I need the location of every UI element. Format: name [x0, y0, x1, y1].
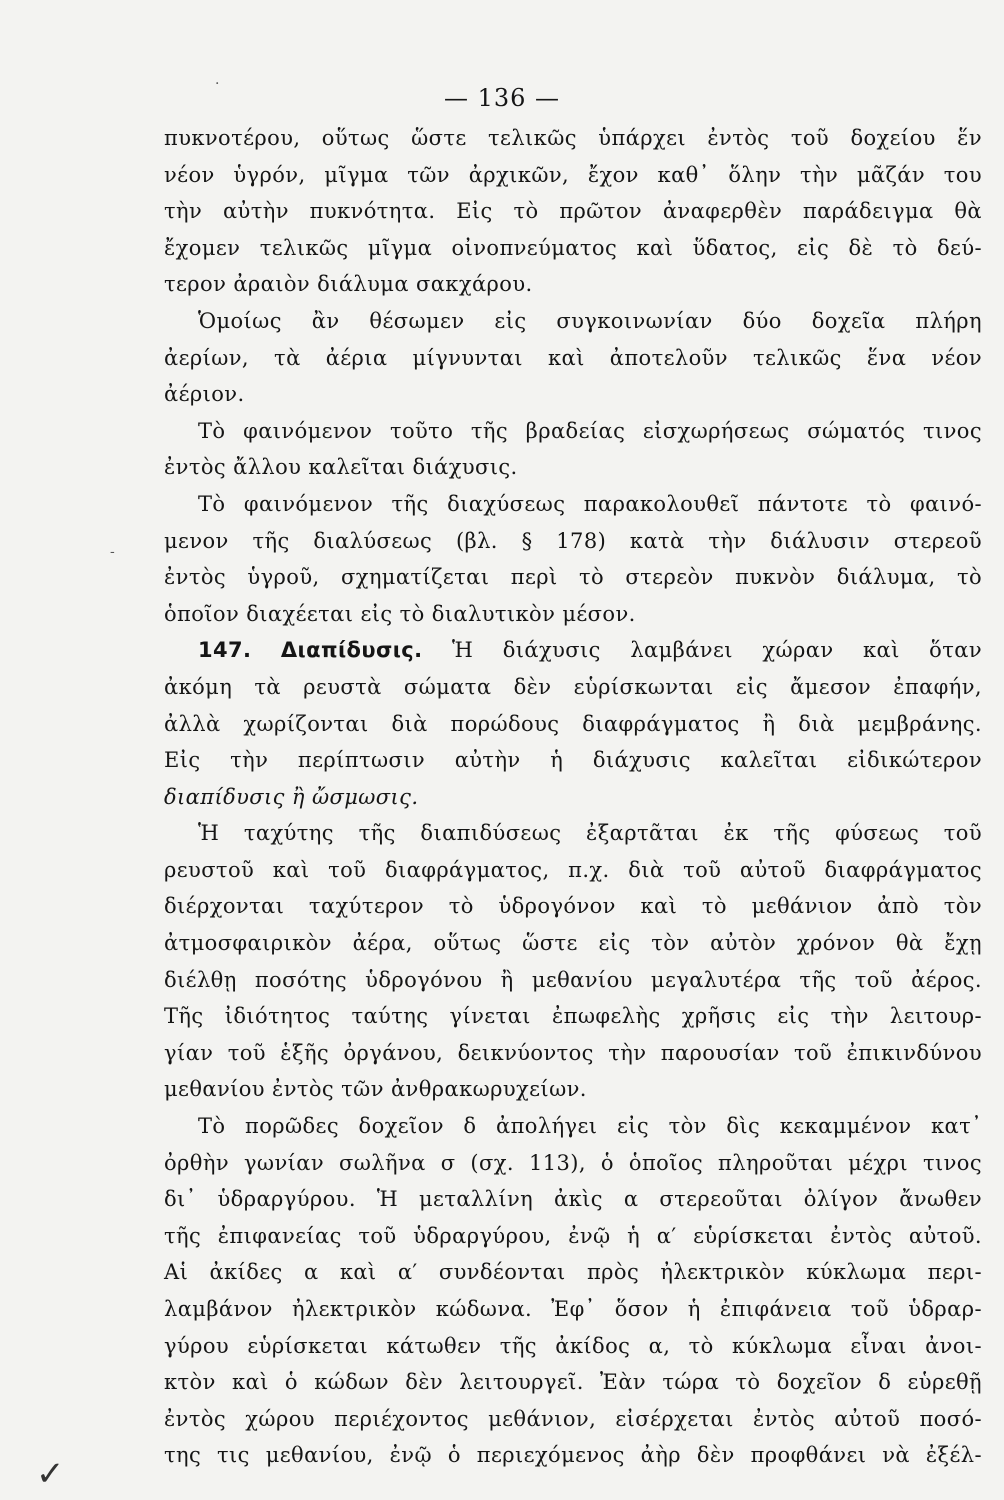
text-line: Ἡ διάχυσις λαμβάνει χώραν καὶ ὅταν	[452, 638, 982, 663]
text-line: τὴν αὐτὴν πυκνότητα. Εἰς τὸ πρῶτον ἀναφερθὲν παράδειγμα θὰ	[164, 199, 982, 224]
text-line: ἀερίων, τὰ ἀέρια μίγνυνται καὶ ἀποτελοῦν τελικῶς ἕνα νέον	[164, 345, 982, 370]
text-line: ὀρθὴν γωνίαν σωλῆνα σ (σχ. 113), ὁ ὁποῖος πληροῦται μέχρι τινος	[164, 1150, 982, 1175]
text-line: Τὸ πορῶδες δοχεῖον δ ἀπολήγει εἰς τὸν δὶς κεκαμμένον κατ᾽	[198, 1114, 982, 1139]
text-line: κτὸν καὶ ὁ κώδων δὲν λειτουργεῖ. Ἐὰν τώρα τὸ δοχεῖον δ εὑρεθῇ	[164, 1370, 982, 1395]
text-line: ἐντὸς ἄλλου καλεῖται διάχυσις.	[164, 455, 518, 480]
text-line: ἔχομεν τελικῶς μῖγμα οἰνοπνεύματος καὶ ὕδατος, εἰς δὲ τὸ δεύ-	[164, 235, 982, 260]
speck: -	[110, 544, 115, 560]
text-line: Τὸ φαινόμενον τοῦτο τῆς βραδείας εἰσχωρήσεως σώματός τινος	[198, 418, 982, 443]
text-line: ἀλλὰ χωρίζονται διὰ πορώδους διαφράγματος ἢ διὰ μεμβράνης.	[164, 711, 982, 736]
paragraph	[164, 303, 982, 413]
paragraph	[164, 1108, 982, 1474]
text-line: δι᾽ ὑδραργύρου. Ἡ μεταλλίνη ἀκὶς α στερεοῦται ὀλίγον ἄνωθεν	[164, 1187, 982, 1212]
text-line: Εἰς τὴν περίπτωσιν αὐτὴν ἡ διάχυσις καλεῖται εἰδικώτερον	[164, 748, 982, 773]
speck: ·	[215, 76, 220, 92]
section-paragraph	[164, 632, 982, 815]
text-line: μενον τῆς διαλύσεως (βλ. § 178) κατὰ τὴν διάλυσιν στερεοῦ	[164, 528, 982, 553]
text-line: ἀκόμη τὰ ρευστὰ σώματα δὲν εὑρίσκωνται εἰς ἄμεσον ἐπαφήν,	[164, 674, 982, 699]
page-body	[164, 120, 982, 1474]
section-heading-line	[164, 632, 982, 669]
text-line: ρευστοῦ καὶ τοῦ διαφράγματος, π.χ. διὰ τοῦ αὐτοῦ διαφράγματος	[164, 857, 982, 882]
paragraph	[164, 413, 982, 486]
section-number: 147.	[198, 638, 252, 663]
text-line: ἀέριον.	[164, 382, 245, 407]
text-line: διέλθῃ ποσότης ὑδρογόνου ἢ μεθανίου μεγαλυτέρα τῆς τοῦ ἀέρος.	[164, 967, 982, 992]
text-line: νέον ὑγρόν, μῖγμα τῶν ἀρχικῶν, ἔχον καθ᾽ ὅλην τὴν μᾶζάν του	[164, 162, 982, 187]
page-number: — 136 —	[443, 84, 561, 112]
text-line: Ἡ ταχύτης τῆς διαπιδύσεως ἐξαρτᾶται ἐκ τῆς φύσεως τοῦ	[198, 821, 982, 846]
text-line: Αἱ ἀκίδες α καὶ α′ συνδέονται πρὸς ἠλεκτρικὸν κύκλωμα περι-	[164, 1260, 982, 1285]
text-line: ἐντὸς ὑγροῦ, σχηματίζεται περὶ τὸ στερεὸν πυκνὸν διάλυμα, τὸ	[164, 565, 982, 590]
text-line	[164, 779, 982, 816]
paragraph	[164, 486, 982, 632]
paragraph	[164, 120, 982, 303]
text-line: γίαν τοῦ ἑξῆς ὀργάνου, δεικνύοντος τὴν παρουσίαν τοῦ ἐπικινδύνου	[164, 1040, 982, 1065]
text-line: λαμβάνον ἠλεκτρικὸν κώδωνα. Ἐφ᾽ ὅσον ἡ ἐπιφάνεια τοῦ ὑδραρ-	[164, 1297, 982, 1321]
text-line: Τῆς ἰδιότητος ταύτης γίνεται ἐπωφελὴς χρῆσις εἰς τὴν λειτουρ-	[164, 1004, 982, 1029]
margin-mark: ✓	[36, 1454, 65, 1494]
text-line: ὁποῖον διαχέεται εἰς τὸ διαλυτικὸν μέσον.	[164, 601, 636, 626]
text-line: της τις μεθανίου, ἐνῷ ὁ περιεχόμενος ἀὴρ δὲν προφθάνει νὰ ἐξέλ-	[164, 1443, 982, 1468]
section-title: Διαπίδυσις.	[280, 638, 423, 663]
text-line: ἀτμοσφαιρικὸν ἀέρα, οὕτως ὥστε εἰς τὸν αὐτὸν χρόνον θὰ ἔχῃ	[164, 931, 982, 956]
italic-term: διαπίδυσις ἢ ὤσμωσις.	[164, 784, 419, 809]
text-line: γύρου εὑρίσκεται κάτωθεν τῆς ἀκίδος α, τὸ κύκλωμα εἶναι ἀνοι-	[164, 1333, 982, 1358]
text-line: Ὁμοίως ἂν θέσωμεν εἰς συγκοινωνίαν δύο δοχεῖα πλήρη	[198, 308, 982, 333]
paragraph	[164, 815, 982, 1108]
text-line: μεθανίου ἐντὸς τῶν ἀνθρακωρυχείων.	[164, 1077, 587, 1102]
text-line: Τὸ φαινόμενον τῆς διαχύσεως παρακολουθεῖ πάντοτε τὸ φαινό-	[198, 491, 982, 516]
text-line: ἐντὸς χώρου περιέχοντος μεθάνιον, εἰσέρχεται ἐντὸς αὐτοῦ ποσό-	[164, 1406, 982, 1431]
text-line: πυκνοτέρου, οὕτως ὥστε τελικῶς ὑπάρχει ἐντὸς τοῦ δοχείου ἕν	[164, 126, 982, 150]
text-line: τερον ἀραιὸν διάλυμα σακχάρου.	[164, 272, 533, 297]
text-line: τῆς ἐπιφανείας τοῦ ὑδραργύρου, ἐνῷ ἡ α′ εὑρίσκεται ἐντὸς αὐτοῦ.	[164, 1223, 982, 1248]
text-line: διέρχονται ταχύτερον τὸ ὑδρογόνον καὶ τὸ μεθάνιον ἀπὸ τὸν	[164, 894, 982, 919]
